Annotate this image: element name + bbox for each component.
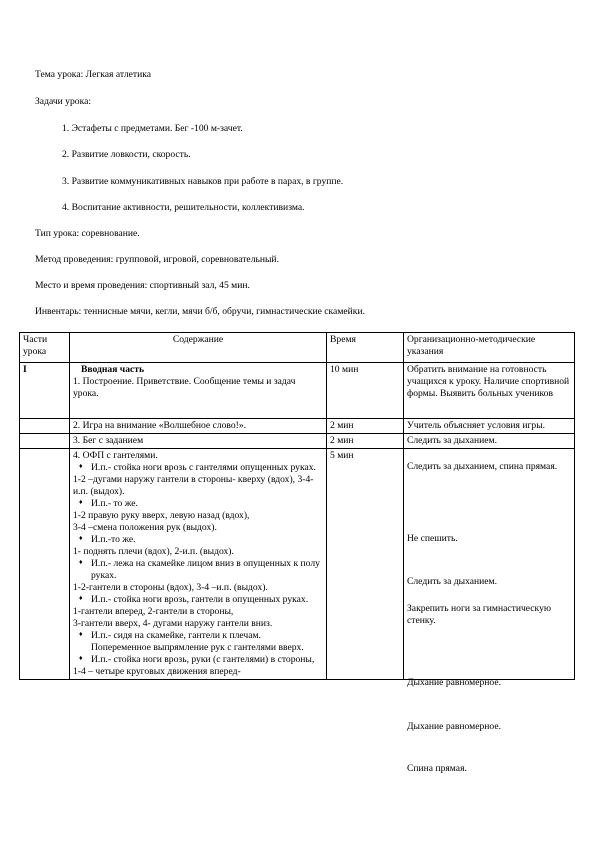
exercise-steps: 3-4 –смена положения рук (выдох). bbox=[73, 521, 217, 533]
part-cell bbox=[20, 449, 70, 680]
exercise-steps: 1-2 –дугами наружу гантели в стороны- кверху (вдох), 3-4-и.п. (выдох). bbox=[73, 473, 314, 497]
notes-cell: Учитель объясняет условия игры. bbox=[404, 419, 575, 434]
exercise-steps: 1-гантели вперед, 2-гантели в стороны, bbox=[73, 605, 234, 617]
exercise-steps: 1- поднять плечи (вдох), 2-и.п. (выдох). bbox=[73, 545, 234, 557]
method-note: Следить за дыханием, спина прямая. bbox=[407, 461, 558, 472]
exercise-start: ♦ И.п.-то же. bbox=[73, 534, 323, 546]
exercise-start: ♦ И.п.- стойка ноги врозь, руки (с гантелями) в стороны, bbox=[73, 654, 323, 666]
task-item: 3. Развитие коммуникативных навыков при работе в парах, в группе. bbox=[62, 176, 344, 187]
notes-cell bbox=[404, 449, 575, 774]
time-cell: 2 мин bbox=[327, 434, 404, 449]
part-cell bbox=[20, 419, 70, 434]
exercise-steps: 1-2-гантели в стороны (вдох), 3-4 –и.п. (выдох). bbox=[73, 581, 268, 593]
task-item: 4. Воспитание активности, решительности, коллективизма. bbox=[62, 202, 305, 213]
notes-cell: Обратить внимание на готовность учащихся к уроку. Наличие спортивной формы. Выявить больных учеников bbox=[404, 363, 575, 419]
method-note: Спина прямая. bbox=[407, 763, 467, 774]
task-item: 1. Эстафеты с предметами. Бег -100 м-зачет. bbox=[62, 123, 243, 134]
lesson-topic: Тема урока: Легкая атлетика bbox=[35, 69, 151, 80]
notes-cell: Следить за дыханием. bbox=[404, 434, 575, 449]
part-cell bbox=[20, 434, 70, 449]
method-note: Закрепить ноги за гимнастическую стенку. bbox=[407, 603, 552, 626]
exercise-start: ♦ И.п.- сидя на скамейке, гантели к плечам. Попеременное выпрямление рук с гантелями вверх. bbox=[73, 630, 323, 654]
exercise-start: ♦ И.п.- лежа на скамейке лицом вниз в опущенных к полу руках. bbox=[73, 558, 323, 582]
content-cell: 2. Игра на внимание «Волшебное слово!». bbox=[70, 419, 327, 434]
table-row bbox=[20, 363, 575, 419]
exercise-steps: 1-2 правую руку вверх, левую назад (вдох), bbox=[73, 509, 250, 521]
lesson-plan-table bbox=[19, 332, 575, 774]
lesson-method: Метод проведения: групповой, игровой, соревновательный. bbox=[35, 254, 279, 265]
time-cell: 2 мин bbox=[327, 419, 404, 434]
method-note: Не спешить. bbox=[407, 533, 458, 544]
table-row bbox=[20, 419, 575, 434]
content-text: 1. Построение. Приветствие. Сообщение темы и задач урока. bbox=[73, 375, 296, 399]
tasks-title: Задачи урока: bbox=[35, 96, 92, 107]
header-notes: Организационно-методические указания bbox=[404, 333, 575, 363]
header-content: Содержание bbox=[70, 333, 327, 363]
lesson-inventory: Инвентарь: теннисные мячи, кегли, мячи б/б, обручи, гимнастические скамейки. bbox=[35, 306, 365, 317]
header-part: Части урока bbox=[20, 333, 70, 363]
content-cell: 3. Бег с заданием bbox=[70, 434, 327, 449]
time-cell: 5 мин bbox=[327, 449, 404, 680]
lesson-type: Тип урока: соревнование. bbox=[35, 228, 140, 239]
exercise-steps: 1-4 – четыре круговых движения вперед- bbox=[73, 665, 241, 677]
method-note: Дыхание равномерное. bbox=[407, 721, 502, 732]
exercise-start: ♦ И.п.- стойка ноги врозь, гантели в опущенных руках. bbox=[73, 594, 323, 606]
table-header-row bbox=[20, 333, 575, 363]
lesson-place: Место и время проведения: спортивный зал, 45 мин. bbox=[35, 280, 250, 291]
time-cell: 10 мин bbox=[327, 363, 404, 419]
content-cell bbox=[70, 449, 327, 680]
header-time: Время bbox=[327, 333, 404, 363]
exercise-start: ♦ И.п.- стойка ноги врозь с гантелями опущенных руках. bbox=[73, 462, 323, 474]
task-item: 2. Развитие ловкости, скорость. bbox=[62, 149, 191, 160]
method-note: Следить за дыханием. bbox=[407, 576, 497, 587]
exercise-steps: 3-гантели вверх, 4- дугами наружу гантели вниз. bbox=[73, 617, 273, 629]
exercise-start: ♦ И.п.- то же. bbox=[73, 498, 323, 510]
section-title: Вводная часть bbox=[81, 364, 145, 375]
table-row bbox=[20, 434, 575, 449]
part-cell: I bbox=[20, 363, 70, 419]
table-row bbox=[20, 449, 575, 680]
exercise-block-title: 4. ОФП с гантелями. bbox=[73, 450, 158, 461]
content-cell bbox=[70, 363, 327, 419]
method-note: Дыхание равномерное. bbox=[407, 677, 502, 688]
